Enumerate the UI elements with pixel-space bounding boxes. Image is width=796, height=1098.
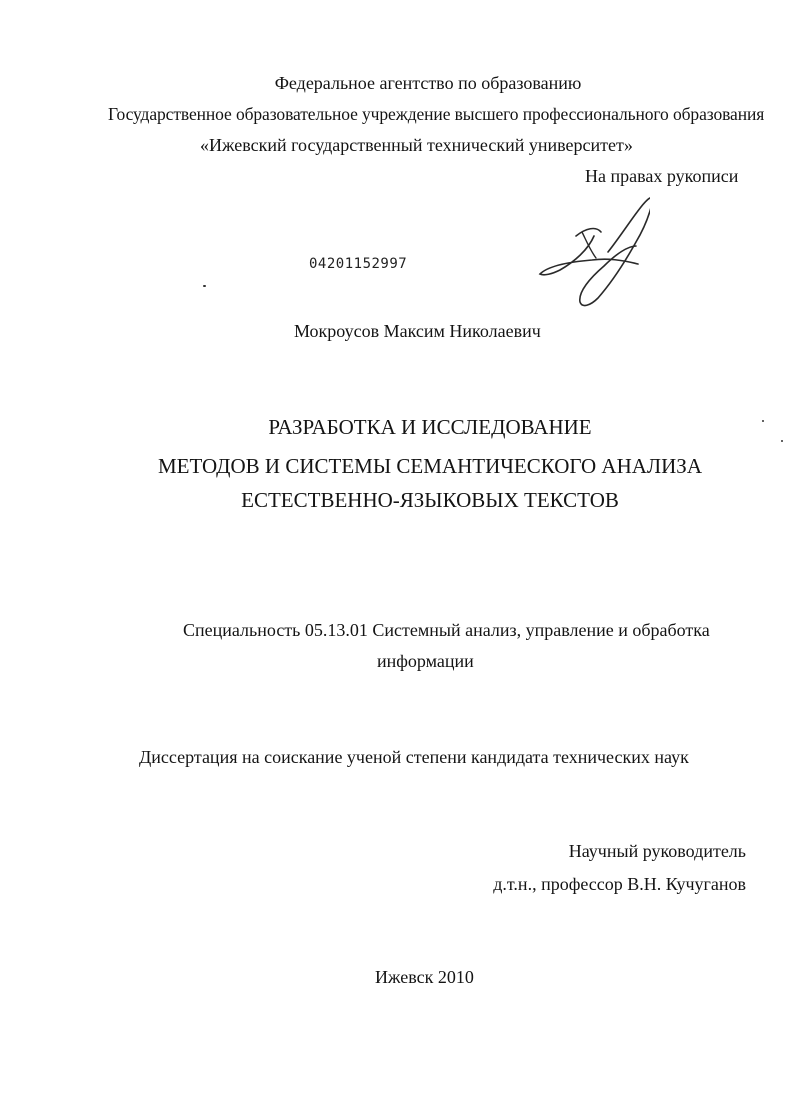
degree-statement: Диссертация на соискание ученой степени кандидата технических наук — [139, 747, 689, 767]
institution-type: Государственное образовательное учреждение высшего профессионального образования — [108, 104, 765, 124]
place-and-year: Ижевск 2010 — [375, 967, 474, 987]
supervisor-name: д.т.н., профессор В.Н. Кучуганов — [493, 874, 746, 894]
manuscript-note: На правах рукописи — [585, 166, 739, 186]
dissertation-title-line-3: ЕСТЕСТВЕННО-ЯЗЫКОВЫХ ТЕКСТОВ — [241, 488, 619, 512]
specialty-line-2: информации — [377, 651, 474, 671]
scan-speck — [203, 285, 206, 287]
registration-number-stamp: 04201152997 — [309, 256, 408, 272]
dissertation-title-line-2: МЕТОДОВ И СИСТЕМЫ СЕМАНТИЧЕСКОГО АНАЛИЗА — [158, 454, 702, 478]
dissertation-title-line-1: РАЗРАБОТКА И ИССЛЕДОВАНИЕ — [268, 415, 592, 439]
specialty-line-1: Специальность 05.13.01 Системный анализ, управление и обработка — [183, 620, 710, 640]
scan-speck — [781, 440, 783, 442]
author-signature — [538, 192, 650, 310]
agency-name: Федеральное агентство по образованию — [274, 73, 582, 93]
university-name: «Ижевский государственный технический университет» — [200, 135, 633, 155]
author-name: Мокроусов Максим Николаевич — [294, 321, 541, 341]
supervisor-label: Научный руководитель — [568, 841, 746, 861]
